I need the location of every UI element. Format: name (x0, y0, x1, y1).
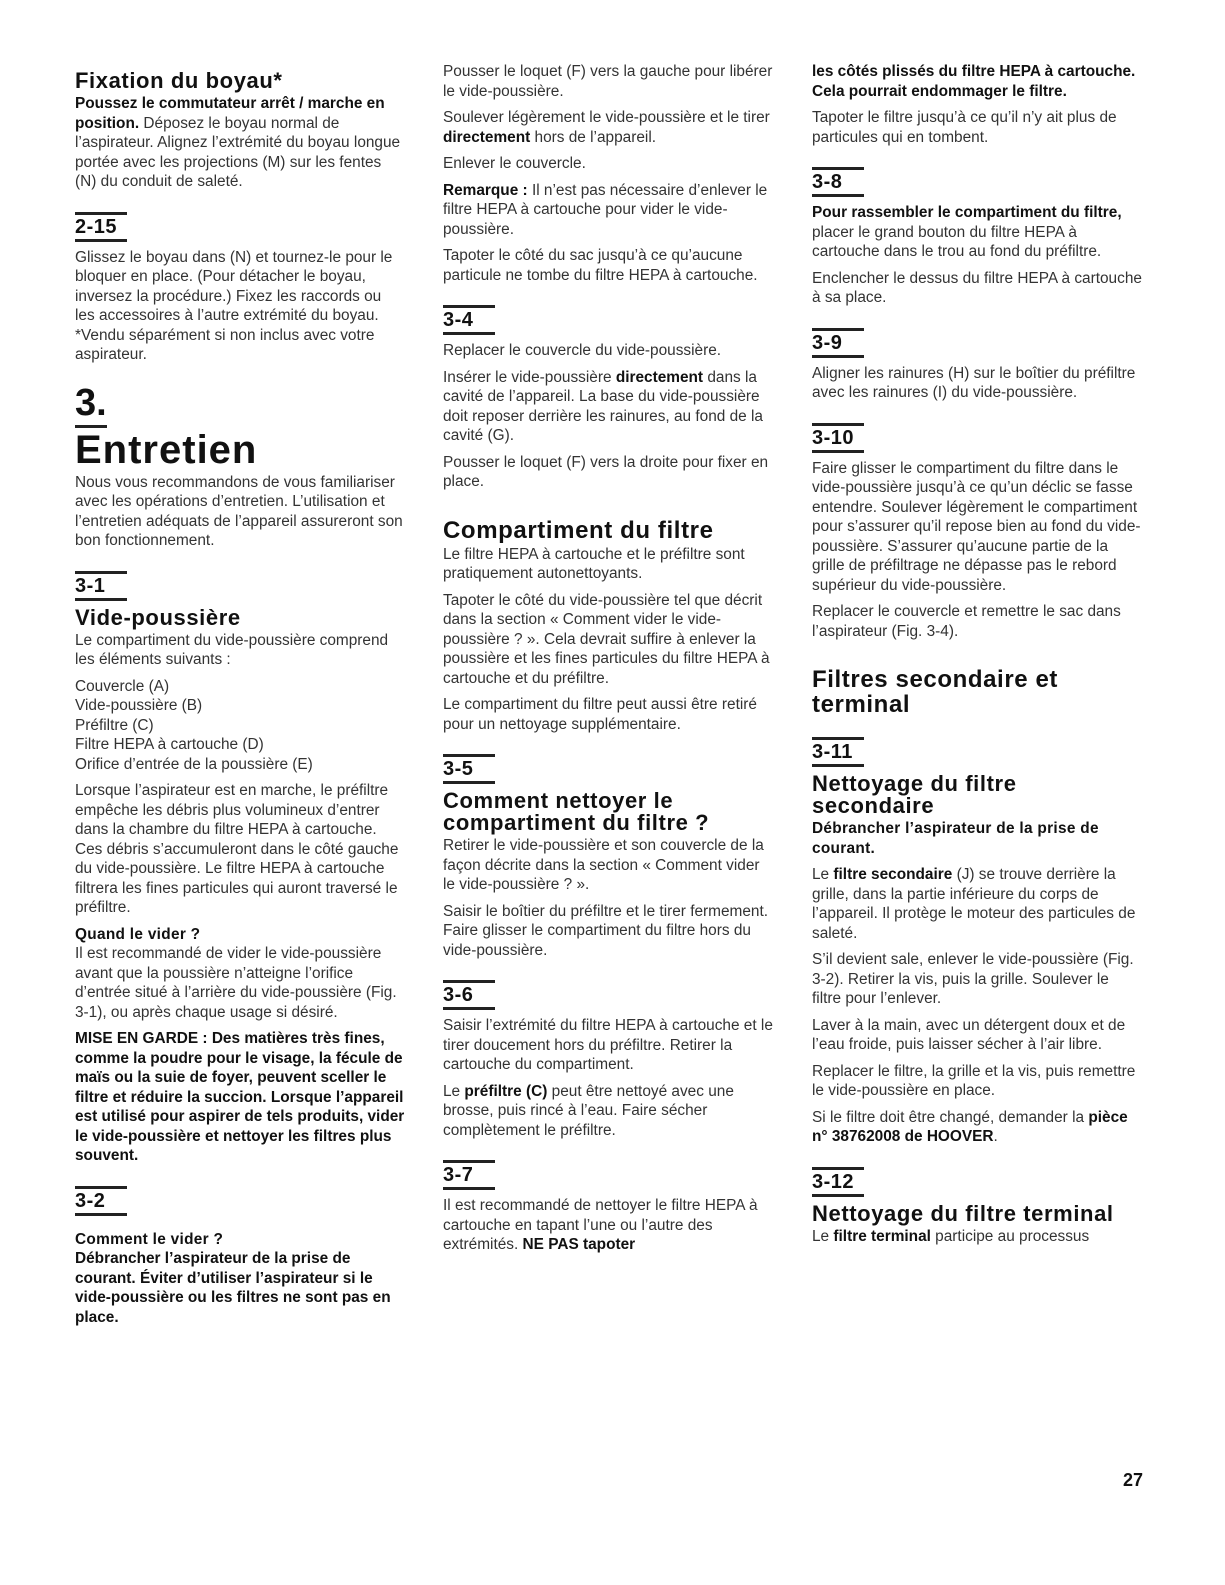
paragraph-pousser-loquet-droite: Pousser le loquet (F) vers la droite pour fixer en place. (443, 453, 769, 490)
paragraph-enclencher: Enclencher le dessus du filtre HEPA à cartouche à sa place. (812, 269, 1142, 306)
paragraph-saisir-boitier: Saisir le boîtier du préfiltre et le tirer fermement. Faire glisser le compartiment du filtre hors du vide-poussière. (443, 902, 769, 959)
step-marker-3-4: 3-4 (443, 305, 495, 335)
warning-debrancher: Débrancher l’aspirateur de la prise de courant. Éviter d’utiliser l’aspirateur si le vide-poussière ou les filtres ne sont pas en place. (75, 1250, 391, 1326)
paragraph-enlever-couvercle: Enlever le couvercle. (443, 155, 586, 172)
step-marker-2-15: 2-15 (75, 212, 127, 242)
step-marker-3-11: 3-11 (812, 737, 864, 767)
step-marker-3-8: 3-8 (812, 167, 864, 197)
heading-compartiment-du-filtre: Compartiment du filtre (443, 516, 714, 544)
paragraph-tapoter-cote: Tapoter le côté du vide-poussière tel que décrit dans la section « Comment vider le vide-poussière ? ». Cela devrait suffire à enlever la poussière et les fines particules du filtre HEPA à cartouche et du préfiltre. (443, 591, 770, 687)
paragraph-filtre-secondaire: Le filtre secondaire (J) se trouve derrière la grille, dans la partie inférieure du corps de l’appareil. Il protège le moteur des particules de saleté. (812, 866, 1136, 942)
heading-vide-poussiere: Vide-poussière (75, 604, 241, 630)
paragraph-tapoter-filtre: Tapoter le filtre jusqu’à ce qu’il n’y ait plus de particules qui en tombent. (812, 109, 1117, 146)
step-marker-3-7: 3-7 (443, 1160, 495, 1190)
step-marker-3-10: 3-10 (812, 423, 864, 453)
step-marker-3-1: 3-1 (75, 571, 127, 601)
paragraph-recommande: Il est recommandé de vider le vide-poussière avant que la poussière n’atteigne l’orifice d’entrée situé à l’arrière du vide-poussière (Fig. 3-1), ou après chaque usage si désiré. (75, 945, 397, 1021)
column-left (75, 62, 405, 1334)
footnote-vendu: *Vendu séparément si non inclus avec votre aspirateur. (75, 326, 375, 363)
paragraph-rassembler: Pour rassembler le compartiment du filtre, placer le grand bouton du filtre HEPA à cartouche dans le trou au fond du préfiltre. (812, 204, 1122, 260)
heading-nettoyage-terminal: Nettoyage du filtre terminal (812, 1200, 1114, 1226)
paragraph-soulever: Soulever légèrement le vide-poussière et le tirer directement hors de l’appareil. (443, 109, 770, 146)
warning-debrancher-prise: Débrancher l’aspirateur de la prise de courant. (812, 820, 1099, 857)
paragraph-recommande-nettoyer: Il est recommandé de nettoyer le filtre HEPA à cartouche en tapant l’une ou l’autre des extrémités. NE PAS tapoter (443, 1197, 758, 1253)
paragraph-autonettoyants: Le filtre HEPA à cartouche et le préfiltre sont pratiquement autonettoyants. (443, 545, 745, 582)
heading-comment-nettoyer: Comment nettoyer le compartiment du filtre ? (443, 788, 710, 835)
paragraph-lorsque: Lorsque l’aspirateur est en marche, le préfiltre empêche les débris plus volumineux d’entrer dans la chambre du filtre HEPA à cartouche. Ces débris s’accumuleront dans le côté gauche du vide-poussière. Le filtre HEPA à cartouche filtrera les fines particules qui auront traversé le préfiltre. (75, 782, 399, 916)
step-marker-3-12: 3-12 (812, 1167, 864, 1197)
warning-cotes-plisses: les côtés plissés du filtre HEPA à cartouche. Cela pourrait endommager le filtre. (812, 63, 1136, 100)
step-marker-3-5: 3-5 (443, 754, 495, 784)
paragraph-intro-entretien: Nous vous recommandons de vous familiariser avec les opérations d’entretien. L’utilisation et l’entretien adéquats de l’appareil assureront son bon fonctionnement. (75, 473, 403, 549)
heading-filtres-secondaire-terminal: Filtres secondaire et terminal (812, 666, 1059, 718)
paragraph-piece: Si le filtre doit être changé, demander la pièce n° 38762008 de HOOVER. (812, 1108, 1128, 1145)
paragraph-filtre-terminal: Le filtre terminal participe au processus (812, 1227, 1090, 1245)
step-marker-3-6: 3-6 (443, 980, 495, 1010)
paragraph-aligner: Aligner les rainures (H) sur le boîtier du préfiltre avec les rainures (I) du vide-poussière. (812, 364, 1136, 401)
step-marker-3-9: 3-9 (812, 328, 864, 358)
paragraph-retirer: Retirer le vide-poussière et son couvercle de la façon décrite dans la section « Comment vider le vide-poussière ? ». (443, 837, 764, 893)
paragraph-faire-glisser: Faire glisser le compartiment du filtre dans le vide-poussière jusqu’à ce qu’un déclic se fasse entendre. Soulever légèrement le compartiment pour s’assurer qu’il repose bien au fond du vide-poussière. S’assurer qu’aucune partie de la grille de préfiltrage ne dépasse pas le rebord supérieur du vide-poussière. (812, 459, 1141, 594)
heading-comment-le-vider: Comment le vider ? (75, 1230, 224, 1248)
heading-fixation-du-boyau: Fixation du boyau* (75, 68, 283, 93)
list-item: Couvercle (A) (75, 677, 170, 695)
paragraph-sale: S’il devient sale, enlever le vide-poussière (Fig. 3-2). Retirer la vis, puis la grille. Soulever le filtre pour l’enlever. (812, 951, 1134, 1007)
column-middle (443, 62, 773, 1262)
paragraph-fixation: Poussez le commutateur arrêt / marche en position. Déposez le boyau normal de l’aspirateur. Alignez l’extrémité du boyau longue portée avec les projections (M) sur les fentes (N) du conduit de saleté. (75, 95, 401, 190)
paragraph-remarque: Remarque : Il n’est pas nécessaire d’enlever le filtre HEPA à cartouche pour vider le vide-poussière. (443, 181, 768, 238)
list-item: Orifice d’entrée de la poussière (E) (75, 755, 313, 773)
list-item: Préfiltre (C) (75, 716, 154, 734)
paragraph-laver: Laver à la main, avec un détergent doux et de l’eau froide, puis laisser sécher à l’air libre. (812, 1016, 1126, 1053)
paragraph-replacer-couvercle: Replacer le couvercle du vide-poussière. (443, 342, 722, 359)
list-item: Filtre HEPA à cartouche (D) (75, 736, 264, 753)
heading-nettoyage-secondaire: Nettoyage du filtre secondaire (812, 771, 1017, 818)
paragraph-replacer-filtre: Replacer le filtre, la grille et la vis, puis remettre le vide-poussière en place. (812, 1062, 1136, 1099)
chapter-number: 3. (75, 381, 107, 424)
column-right (812, 62, 1142, 1253)
step-marker-3-2: 3-2 (75, 1186, 127, 1216)
paragraph-tapoter-sac: Tapoter le côté du sac jusqu’à ce qu’aucune particule ne tombe du filtre HEPA à cartouche. (443, 247, 758, 284)
paragraph-prefiltre: Le préfiltre (C) peut être nettoyé avec une brosse, puis rincé à l’eau. Faire sécher complètement le préfiltre. (443, 1082, 734, 1139)
paragraph-inserer: Insérer le vide-poussière directement dans la cavité de l’appareil. La base du vide-poussière doit reposer derrière les rainures, au fond de la cavité (G). (443, 368, 763, 444)
warning-mise-en-garde: MISE EN GARDE : Des matières très fines, comme la poudre pour le visage, la fécule de maïs ou la suie de foyer, peuvent sceller le filtre et réduire la succion. Lorsque l’appareil est utilisé pour aspirer de tels produits, vider le vide-poussière et nettoyer les filtres plus souvent. (75, 1030, 405, 1164)
paragraph-saisir-extremite: Saisir l’extrémité du filtre HEPA à cartouche et le tirer doucement hors du préfiltre. Retirer la cartouche du compartiment. (443, 1017, 773, 1073)
paragraph-compartiment: Le compartiment du vide-poussière comprend les éléments suivants : (75, 631, 389, 668)
paragraph-replacer-sac: Replacer le couvercle et remettre le sac dans l’aspirateur (Fig. 3-4). (812, 603, 1121, 640)
chapter-title: Entretien (75, 427, 258, 472)
paragraph-glissez: Glissez le boyau dans (N) et tournez-le pour le bloquer en place. (Pour détacher le boyau, inversez la procédure.) Fixez les raccords ou les accessoires à l’autre extrémité du boyau. (75, 248, 393, 324)
page-number: 27 (1122, 1470, 1143, 1490)
parts-list (75, 677, 405, 775)
paragraph-retire: Le compartiment du filtre peut aussi être retiré pour un nettoyage supplémentaire. (443, 696, 757, 733)
heading-quand-le-vider: Quand le vider ? (75, 925, 201, 943)
list-item: Vide-poussière (B) (75, 697, 203, 714)
paragraph-pousser-loquet-gauche: Pousser le loquet (F) vers la gauche pour libérer le vide-poussière. (443, 63, 773, 100)
